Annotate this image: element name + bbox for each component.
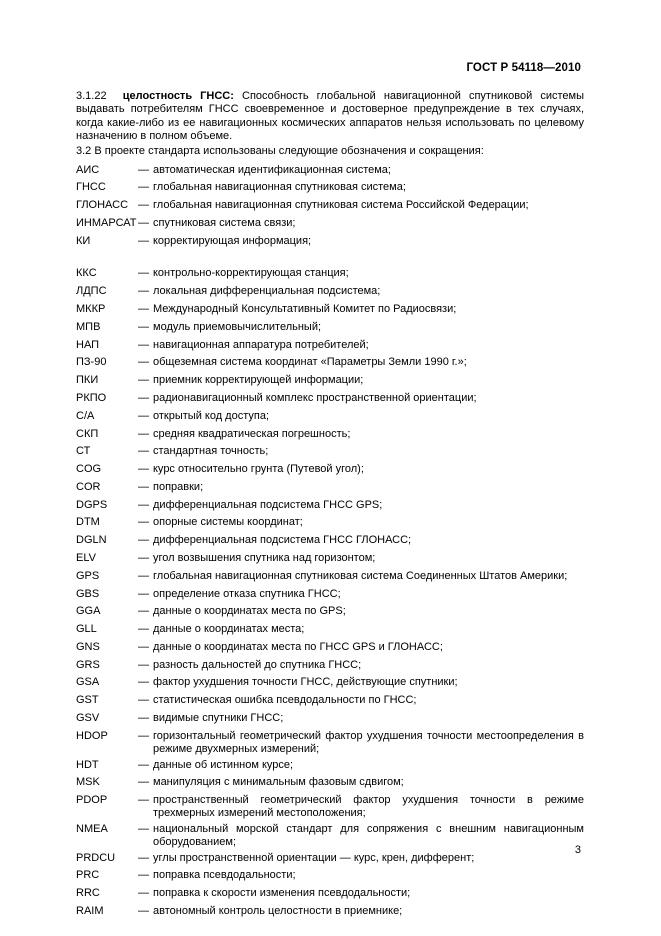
abbreviation-code: СКП [76, 427, 99, 440]
abbreviation-definition: данные о координатах места; [153, 623, 305, 636]
abbreviation-row [76, 658, 584, 676]
abbreviation-row [76, 693, 584, 711]
abbreviation-row [76, 822, 584, 851]
abbreviation-definition: модуль приемовычислительный; [153, 320, 322, 333]
abbreviation-row [76, 355, 584, 373]
abbreviation-row [76, 569, 584, 587]
abbreviation-code: МПВ [76, 320, 101, 333]
abbreviation-dash: — [138, 463, 149, 476]
abbreviation-code: GGA [76, 605, 101, 618]
abbreviation-definition: автономный контроль целостности в приемнике; [153, 905, 403, 918]
abbreviation-dash: — [138, 851, 149, 864]
abbreviation-code: ЛДПС [76, 285, 107, 298]
page-number: 3 [574, 844, 581, 856]
abbreviation-dash: — [138, 409, 149, 422]
abbreviation-code: DGPS [76, 498, 108, 511]
abbreviation-definition: контрольно-корректирующая станция; [153, 267, 349, 280]
abbreviation-definition: углы пространственной ориентации — курс, крен, дифферент; [153, 851, 475, 864]
abbreviation-row [76, 757, 584, 775]
abbreviation-row [76, 793, 584, 822]
abbreviation-code: КИ [76, 234, 91, 247]
abbreviation-code: ГЛОНАСС [76, 199, 129, 212]
abbreviation-definition: общеземная система координат «Параметры Земли 1990 г.»; [153, 356, 467, 369]
abbreviation-code: АИС [76, 163, 100, 176]
abbreviation-row [76, 622, 584, 640]
abbreviation-dash: — [138, 267, 149, 280]
abbreviation-code: PRDCU [76, 851, 116, 864]
abbreviation-dash: — [138, 569, 149, 582]
abbreviation-code: COG [76, 463, 102, 476]
abbreviation-code: DGLN [76, 534, 107, 547]
abbreviation-definition: определение отказа спутника ГНСС; [153, 587, 341, 600]
abbreviation-dash: — [138, 303, 149, 316]
abbreviation-code: ПКИ [76, 374, 99, 387]
abbreviation-definition: глобальная навигационная спутниковая система; [153, 181, 406, 194]
abbreviation-code: GSV [76, 712, 100, 725]
abbreviation-dash: — [138, 285, 149, 298]
definition-number: 3.1.22 [76, 90, 107, 102]
abbreviation-row [76, 675, 584, 693]
abbreviation-code: ELV [76, 551, 96, 564]
abbreviation-definition: опорные системы координат; [153, 516, 303, 529]
abbreviation-definition: курс относительно грунта (Путевой угол); [153, 463, 364, 476]
abbreviation-definition: угол возвышения спутника над горизонтом; [153, 551, 376, 564]
abbreviation-definition: радионавигационный комплекс пространственной ориентации; [153, 391, 477, 404]
abbreviation-row [76, 586, 584, 604]
abbreviation-row [76, 234, 584, 252]
abbreviation-dash: — [138, 516, 149, 529]
abbreviation-dash: — [138, 623, 149, 636]
abbreviation-row [76, 338, 584, 356]
abbreviation-definition: фактор ухудшения точности ГНСС, действующие спутники; [153, 676, 458, 689]
abbreviation-row [76, 868, 584, 886]
abbreviation-code: ПЗ-90 [76, 356, 107, 369]
abbreviation-definition: поправки; [153, 480, 204, 493]
abbreviation-code: PDOP [76, 794, 108, 807]
abbreviation-definition: разность дальностей до спутника ГНСС; [153, 658, 362, 671]
abbreviation-dash: — [138, 658, 149, 671]
abbreviation-code: ГНСС [76, 181, 106, 194]
abbreviation-row [76, 533, 584, 551]
abbreviation-definition: горизонтальный геометрический фактор ухудшения точности местоопределения в режиме двухмерных измерений; [153, 729, 584, 756]
abbreviation-definition: поправка псевдодальности; [153, 869, 296, 882]
abbreviation-dash: — [138, 869, 149, 882]
abbreviation-dash: — [138, 587, 149, 600]
abbreviation-row [76, 320, 584, 338]
abbreviation-dash: — [138, 676, 149, 689]
abbreviation-dash: — [138, 822, 149, 835]
abbreviation-row [76, 886, 584, 904]
abbreviation-code: RAIM [76, 905, 104, 918]
abbreviation-dash: — [138, 729, 149, 742]
abbreviation-definition: манипуляция с минимальным фазовым сдвигом; [153, 776, 404, 789]
abbreviation-dash: — [138, 694, 149, 707]
abbreviation-dash: — [138, 776, 149, 789]
abbreviation-code: МККР [76, 303, 106, 316]
abbreviation-code: ККС [76, 267, 97, 280]
abbreviation-row [76, 551, 584, 569]
abbreviation-dash: — [138, 712, 149, 725]
abbreviation-code: GRS [76, 658, 100, 671]
abbreviation-row [76, 444, 584, 462]
abbreviation-definition: данные о координатах места по ГНСС GPS и ГЛОНАСС; [153, 640, 443, 653]
definition-term: целостность ГНСС: [122, 90, 234, 102]
abbreviation-row [76, 391, 584, 409]
abbreviation-row [76, 775, 584, 793]
abbreviation-definition: корректирующая информация; [153, 234, 312, 247]
list-gap [76, 251, 584, 266]
abbreviation-definition: пространственный геометрический фактор ухудшения точности в режиме трехмерных измерений местоположения; [153, 794, 584, 820]
abbreviation-dash: — [138, 163, 149, 176]
abbreviation-definition: поправка к скорости изменения псевдодальности; [153, 887, 411, 900]
abbreviation-row [76, 302, 584, 320]
abbreviation-code: GST [76, 694, 99, 707]
abbreviation-code: HDT [76, 758, 99, 771]
abbreviation-dash: — [138, 374, 149, 387]
abbreviation-list-group-2 [76, 266, 584, 921]
abbreviation-row [76, 498, 584, 516]
abbreviation-row [76, 180, 584, 198]
abbreviation-definition: данные о координатах места по GPS; [153, 605, 346, 618]
abbreviation-row [76, 266, 584, 284]
abbreviation-dash: — [138, 534, 149, 547]
abbreviation-definition: спутниковая система связи; [153, 216, 296, 229]
abbreviation-definition: дифференциальная подсистема ГНСС ГЛОНАСС; [153, 534, 412, 547]
abbreviation-code: GBS [76, 587, 100, 600]
abbreviation-row [76, 640, 584, 658]
abbreviation-code: GLL [76, 623, 97, 636]
abbreviation-code: MSK [76, 776, 100, 789]
abbreviation-dash: — [138, 498, 149, 511]
abbreviation-definition: навигационная аппаратура потребителей; [153, 338, 369, 351]
abbreviation-row [76, 515, 584, 533]
abbreviation-row [76, 604, 584, 622]
abbreviation-dash: — [138, 794, 149, 807]
abbreviation-definition: автоматическая идентификационная система; [153, 163, 391, 176]
abbreviation-row [76, 216, 584, 234]
abbreviation-dash: — [138, 427, 149, 440]
abbreviation-code: GNS [76, 640, 100, 653]
abbreviation-row [76, 904, 584, 922]
abbreviation-dash: — [138, 320, 149, 333]
abbreviation-dash: — [138, 551, 149, 564]
abbreviation-definition: локальная дифференциальная подсистема; [153, 285, 381, 298]
abbreviation-code: ИНМАРСАТ [76, 216, 137, 229]
abbreviation-row [76, 198, 584, 216]
abbreviation-definition: открытый код доступа; [153, 409, 270, 422]
abbreviation-code: НАП [76, 338, 100, 351]
abbreviation-code: С/А [76, 409, 95, 422]
abbreviation-definition: глобальная навигационная спутниковая система Российской Федерации; [153, 199, 529, 212]
abbreviation-definition: средняя квадратическая погрешность; [153, 427, 351, 440]
abbreviation-dash: — [138, 445, 149, 458]
abbreviation-definition: статистическая ошибка псевдодальности по ГНСС; [153, 694, 417, 707]
abbreviation-row [76, 480, 584, 498]
abbreviation-dash: — [138, 605, 149, 618]
abbreviation-code: GSA [76, 676, 100, 689]
abbreviation-code: HDOP [76, 729, 108, 742]
abbreviation-dash: — [138, 480, 149, 493]
abbreviation-row [76, 284, 584, 302]
abbreviation-row [76, 711, 584, 729]
abbreviation-dash: — [138, 216, 149, 229]
abbreviation-list-group-1 [76, 162, 584, 251]
document-header: ГОСТ Р 54118—2010 [466, 62, 581, 74]
abbreviation-dash: — [138, 758, 149, 771]
abbreviation-dash: — [138, 234, 149, 247]
abbreviation-row [76, 729, 584, 758]
abbreviation-definition: видимые спутники ГНСС; [153, 712, 284, 725]
abbreviation-code: NMEA [76, 822, 108, 835]
abbreviation-definition: данные об истинном курсе; [153, 758, 294, 771]
abbreviations-intro: 3.2 В проекте стандарта использованы следующие обозначения и сокращения: [76, 145, 484, 158]
abbreviation-definition: дифференциальная подсистема ГНСС GPS; [153, 498, 383, 511]
abbreviation-row [76, 462, 584, 480]
abbreviation-definition: национальный морской стандарт для сопряжения с внешним навигационным оборудованием; [153, 822, 584, 849]
abbreviation-code: PRC [76, 869, 100, 882]
abbreviation-code: РКПО [76, 391, 107, 404]
abbreviation-code: DTM [76, 516, 100, 529]
abbreviation-dash: — [138, 356, 149, 369]
abbreviation-code: СТ [76, 445, 91, 458]
abbreviation-row [76, 426, 584, 444]
abbreviation-definition: приемник корректирующей информации; [153, 374, 364, 387]
document-body [76, 90, 584, 922]
abbreviation-code: GPS [76, 569, 100, 582]
abbreviation-dash: — [138, 181, 149, 194]
abbreviation-row [76, 373, 584, 391]
abbreviation-definition: Международный Консультативный Комитет по Радиосвязи; [153, 303, 457, 316]
abbreviation-dash: — [138, 905, 149, 918]
abbreviation-dash: — [138, 338, 149, 351]
abbreviation-row [76, 162, 584, 180]
abbreviation-dash: — [138, 887, 149, 900]
abbreviation-dash: — [138, 640, 149, 653]
abbreviation-dash: — [138, 199, 149, 212]
abbreviation-dash: — [138, 391, 149, 404]
abbreviation-definition: глобальная навигационная спутниковая система Соединенных Штатов Америки; [153, 569, 568, 582]
abbreviation-row [76, 409, 584, 427]
abbreviation-code: RRC [76, 887, 100, 900]
abbreviation-code: COR [76, 480, 101, 493]
definition-paragraph [76, 90, 584, 143]
abbreviation-row [76, 851, 584, 869]
abbreviation-definition: стандартная точность; [153, 445, 269, 458]
definition-text: Способность глобальной навигационной спутниковой системы выдавать потребителям ГНСС своевременное и достоверное предупреждение в тех случаях, когда какие-либо из ее навигационных космических аппаратов нельзя использовать по целевому назначению в полном объеме. [76, 90, 584, 142]
